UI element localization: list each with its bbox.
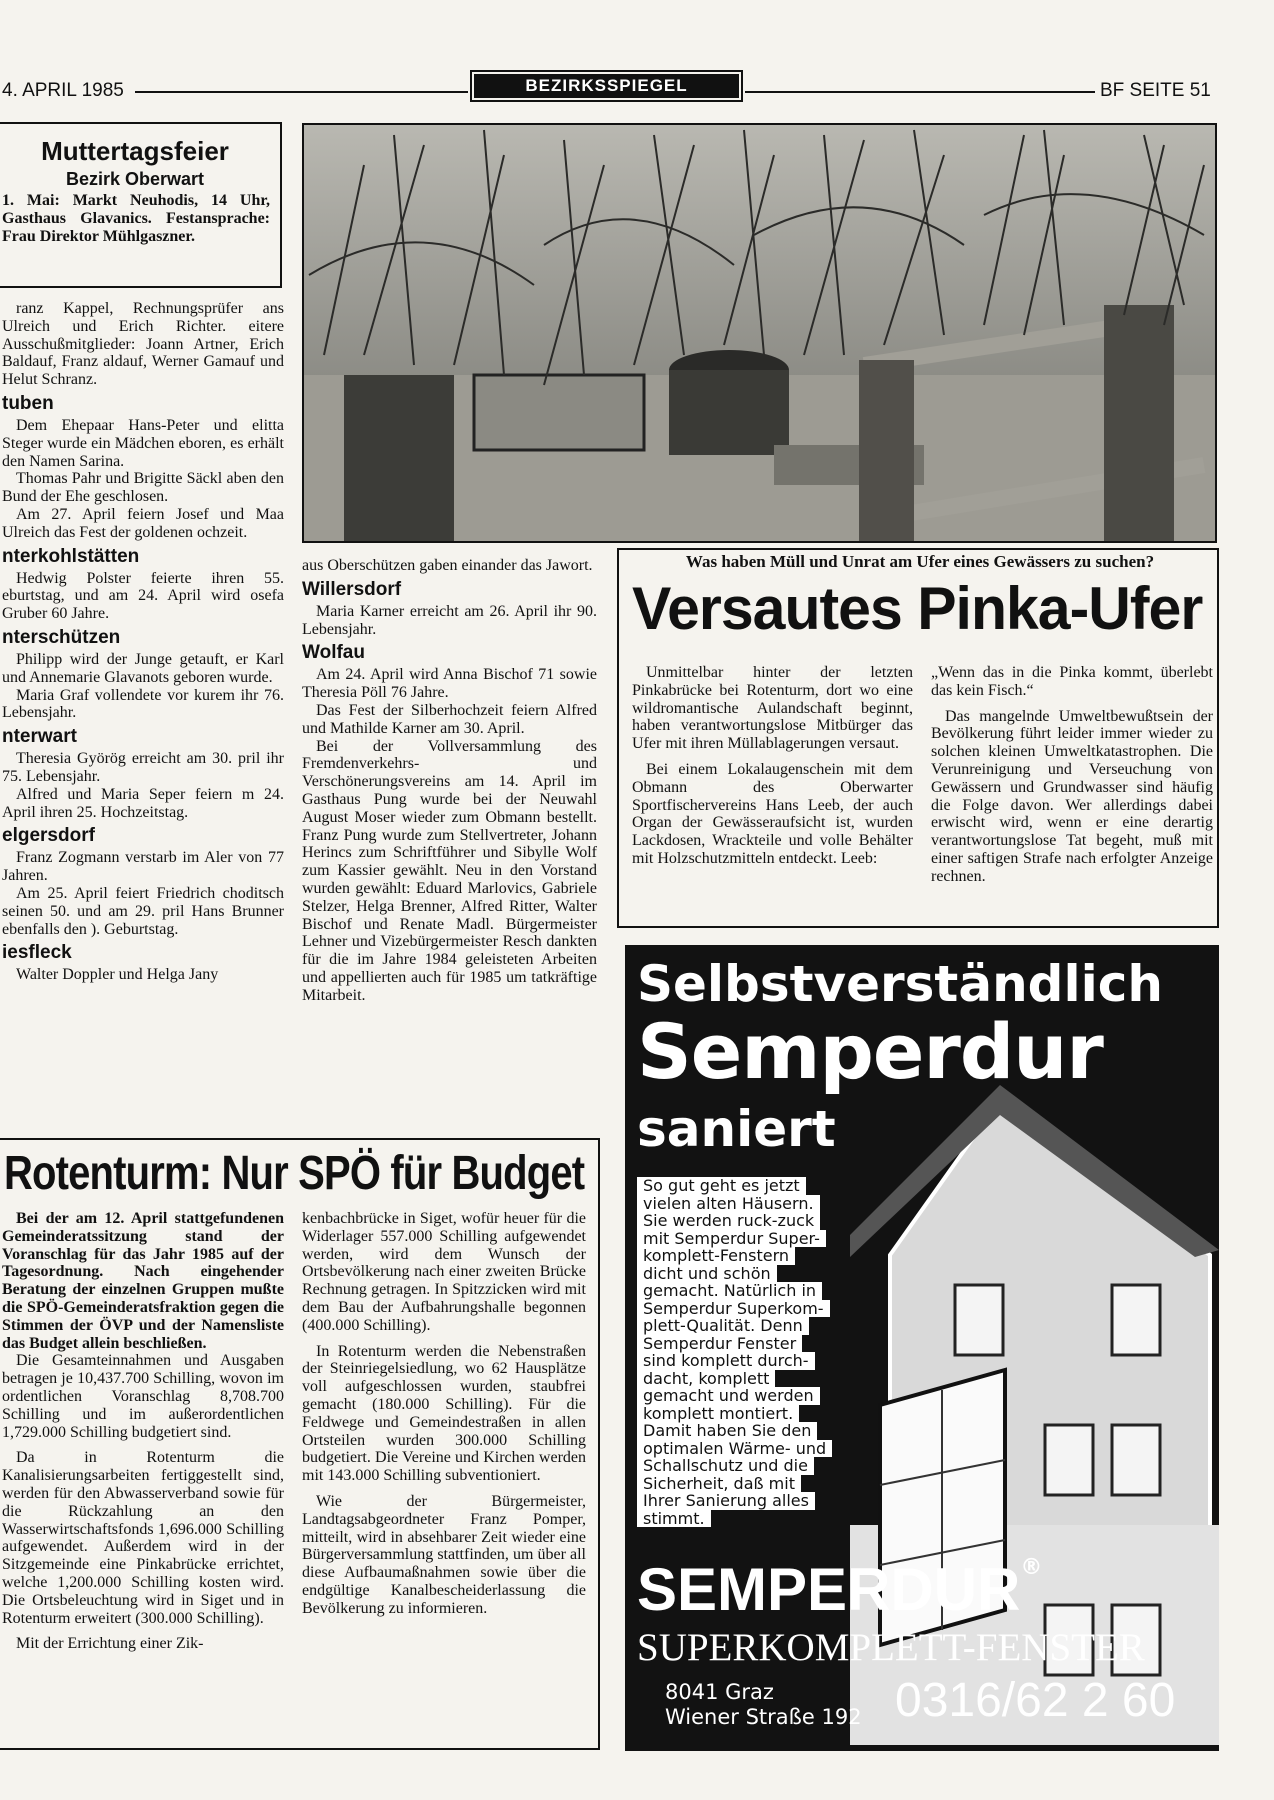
section-title: BEZIRKSSPIEGEL <box>474 74 739 98</box>
paragraph: Hedwig Polster feierte ihren 55. eburtstag, und am 24. April wird osefa Gruber 60 Jahre. <box>2 569 284 623</box>
budget-headline: Rotenturm: Nur SPÖ für Budget <box>4 1147 585 1200</box>
place-heading: iesfleck <box>2 942 72 964</box>
paragraph: Alfred und Maria Seper feiern m 24. April ihren 25. Hochzeitstag. <box>2 785 284 821</box>
paragraph: Wie der Bürgermeister, Landtagsabgeordneter Franz Pomper, mitteilt, wird in absehbarer Zeit wieder eine Bürgerversammlung stattfinden, um über all diese Aufbaumaßnahmen sowie über die endgültige Kanalbescheiderlassung die Bevölkerung zu informieren. <box>302 1492 586 1617</box>
ad-body-line: gemacht und werden <box>637 1387 820 1405</box>
place-heading: elgersdorf <box>2 825 95 847</box>
paragraph: ranz Kappel, Rechnungsprüfer ans Ulreich und Erich Richter. eitere Ausschußmitglieder: Joann Artner, Erich Baldauf, Franz aldauf, Werner Gamauf und Helut Schranz. <box>2 300 284 389</box>
place-heading: tuben <box>2 392 54 414</box>
pinka-headline: Versautes Pinka-Ufer <box>632 575 1203 642</box>
ad-body-line: vielen alten Häusern. <box>637 1195 820 1213</box>
paragraph: Am 27. April feiern Josef und Maa Ulreich das Fest der goldenen ochzeit. <box>2 505 284 541</box>
paragraph: Philipp wird der Junge getauft, er Karl und Annemarie Glavanots geboren wurde. <box>2 650 284 686</box>
ad-body-line: komplett-Fenstern <box>637 1247 795 1265</box>
ad-body-line: sind komplett durch- <box>637 1352 815 1370</box>
ad-body-line: Sicherheit, daß mit <box>637 1475 801 1493</box>
ad-body-line: mit Semperdur Super- <box>637 1230 826 1248</box>
pinka-kicker: Was haben Müll und Unrat am Ufer eines Gewässers zu suchen? <box>685 552 1155 571</box>
place-heading: Willersdorf <box>302 578 402 600</box>
budget-column-2 <box>302 1210 586 1618</box>
paragraph: Dem Ehepaar Hans-Peter und elitta Steger wurde ein Mädchen eboren, es erhält den Namen Sarina. <box>2 416 284 470</box>
ad-body-line: optimalen Wärme- und <box>637 1440 832 1458</box>
pinka-column-2 <box>931 664 1213 886</box>
paragraph: Theresia Györög erreicht am 30. pril ihr 75. Lebensjahr. <box>2 750 284 785</box>
header-rule-left <box>135 91 468 93</box>
header-page: BF SEITE 51 <box>1100 80 1211 101</box>
semperdur-advertisement <box>625 945 1219 1751</box>
ad-body-line: Sie werden ruck-zuck <box>637 1212 820 1230</box>
paragraph: Thomas Pahr und Brigitte Säckl aben den Bund der Ehe geschlosen. <box>2 470 284 506</box>
paragraph: Da in Rotenturm die Kanalisierungsarbeiten fertiggestellt sind, werden für den Abwasserverband sowie für die Rückzahlung an den Wasserwirtschaftsfonds 1,696.000 Schilling aufgewendet. Außerdem wird in der Sitzgemeinde eine Pinkabrücke errichtet, welche 1,200.000 Schilling kosten wird. Die Ortsbeleuchtung wird in Siget und in Rotenturm erweitert (300.000 Schilling). <box>2 1449 284 1627</box>
ad-body-line: stimmt. <box>637 1510 711 1528</box>
paragraph: „Wenn das in die Pinka kommt, überlebt das kein Fisch.“ <box>931 664 1213 699</box>
ad-address-street: Wiener Straße 192 <box>665 1705 862 1729</box>
ad-brand <box>637 1555 1042 1624</box>
header-rule-right <box>745 91 1095 93</box>
ad-body-text <box>637 1177 832 1527</box>
paragraph: Franz Zogmann verstarb im Aler von 77 Jahren. <box>2 849 284 885</box>
ad-body-line: Semperdur Fenster <box>637 1335 802 1353</box>
place-heading: nterkohlstätten <box>2 545 140 567</box>
place-heading: nterschützen <box>2 626 121 648</box>
ad-body-line: Schallschutz und die <box>637 1457 814 1475</box>
pinka-column-1 <box>632 664 913 868</box>
place-heading: Wolfau <box>302 642 365 664</box>
section-banner <box>470 70 743 102</box>
ad-body-line: plett-Qualität. Denn <box>637 1317 809 1335</box>
paragraph: Am 24. April wird Anna Bischof 71 sowie Theresia Pöll 76 Jahre. <box>302 666 597 702</box>
budget-column-1 <box>2 1210 284 1653</box>
paragraph: Bei einem Lokalaugenschein mit dem Obmann des Oberwarter Sportfischervereins Hans Leeb, der auch Organ der Gewässeraufsicht ist, wurden Lackdosen, Wrackteile und volle Behälter mit Holzschutzmitteln entdeckt. Leeb: <box>632 760 913 867</box>
ad-brand-name: SEMPERDUR <box>637 1556 1021 1623</box>
ad-body-line: Ihrer Sanierung alles <box>637 1492 815 1510</box>
ad-body-line: gemacht. Natürlich in <box>637 1282 822 1300</box>
paragraph: Das Fest der Silberhochzeit feiern Alfred und Mathilde Karner am 30. April. <box>302 701 597 737</box>
place-heading: nterwart <box>2 726 77 748</box>
ad-body-line: So gut geht es jetzt <box>637 1177 806 1195</box>
paragraph: Maria Karner erreicht am 26. April ihr 90. Lebensjahr. <box>302 602 597 638</box>
muttertag-subtitle: Bezirk Oberwart <box>65 169 205 189</box>
muttertag-text: 1. Mai: Markt Neuhodis, 14 Uhr, Gasthaus Glavanics. Festansprache: Frau Direktor Mühlgaszner. <box>2 192 270 245</box>
litter-photo-svg <box>304 125 1217 543</box>
paragraph: Unmittelbar hinter der letzten Pinkabrücke bei Rotenturm, dort wo eine wildromantische Aulandschaft beginnt, haben verantwortungslose Mitbürger das Ufer mit ihren Müllablagerungen versaut. <box>632 664 913 753</box>
paragraph: Das mangelnde Umweltbewußtsein der Bevölkerung führt leider immer wieder zu solchen kleinen Umweltkatastrophen. Die Verunreinigung und Verseuchung von Gewässern und Grundwasser sind häufig die Folge davon. Wer allerdings dabei erwischt wird, wenn er eine derartig verantwortungslose Tat begeht, muß mit einer saftigen Strafe nach erfolgter Anzeige rechnen. <box>931 707 1213 885</box>
paragraph: Am 25. April feiert Friedrich choditsch seinen 50. und am 29. pril Hans Brunner ebenfalls den ). Geburtstag. <box>2 884 284 938</box>
ad-body-line: dicht und schön <box>637 1265 777 1283</box>
river-bank-photo <box>302 123 1217 543</box>
ad-headline-3: saniert <box>637 1100 836 1158</box>
ad-registered-mark: ® <box>1020 1555 1043 1580</box>
muttertag-title: Muttertagsfeier <box>41 136 229 166</box>
paragraph: Bei der Vollversammlung des Fremdenverkehrs- und Verschönerungsvereins am 14. April im Gasthaus Pung wurde bei der Neuwahl August Moser wieder zum Obmann bestellt. Franz Pung wurde zum Stellvertreter, Johann Herincs zum Schriftführer und Sibylle Wolf zum Kassier gewählt. Neu in den Vorstand wurden gewählt: Eduard Marlovics, Gabriele Stelzer, Helga Brenner, Alfred Ritter, Walter Bischof und Renate Madl. Bürgermeister Lehner und Vizebürgermeister Resch dankten für die im Jahre 1984 geleisteten Arbeiten und appellierten auch für 1985 um tatkräftige Mitarbeit. <box>302 737 597 1004</box>
ad-headline-1: Selbstverständlich <box>637 955 1163 1013</box>
paragraph: Walter Doppler und Helga Jany <box>16 966 219 984</box>
paragraph: Maria Graf vollendete vor kurem ihr 76. Lebensjahr. <box>2 686 284 722</box>
ad-body-line: komplett montiert. <box>637 1405 799 1423</box>
middle-column <box>302 557 597 1127</box>
paragraph: In Rotenturm werden die Nebenstraßen der Steinriegelsiedlung, wo 62 Hausplätze voll aufgeschlossen wurden, staubfrei gemacht (180.000 Schilling). Für die Feldwege und Gemeindestraßen in allen Ortsteilen wurden 300.000 Schilling budgetiert. Die Vereine und Kirchen werden mit 143.000 Schilling subventioniert. <box>302 1342 586 1485</box>
ad-body-line: Semperdur Superkom- <box>637 1300 830 1318</box>
muttertag-box <box>0 122 282 288</box>
ad-phone: 0316/62 2 60 <box>895 1674 1176 1727</box>
ad-body-line: dacht, komplett <box>637 1370 775 1388</box>
paragraph: Die Gesamteinnahmen und Ausgaben betragen je 10,437.700 Schilling, wovon im ordentlichen Voranschlag 8,708.700 Schilling und im außerordentlichen 1,729.000 Schilling budgetiert sind. <box>2 1352 284 1441</box>
budget-lead: Bei der am 12. April stattgefundenen Gemeinderatssitzung stand der Voranschlag für das Jahr 1985 auf der Tagesordnung. Nach eingehender Beratung der einzelnen Gruppen mußte die SPÖ-Gemeinderatsfraktion gegen die Stimmen der ÖVP und der Namensliste das Budget allein beschließen. <box>2 1210 284 1352</box>
ad-headline-2: Semperdur <box>637 1007 1103 1096</box>
ad-body-line: Damit haben Sie den <box>637 1422 817 1440</box>
header-date: 4. APRIL 1985 <box>2 80 124 101</box>
left-column <box>2 300 284 1130</box>
paragraph: Mit der Errichtung einer Zik- <box>16 1635 204 1653</box>
ad-product: SUPERKOMPLETT-FENSTER <box>637 1626 1145 1669</box>
paragraph: kenbachbrücke in Siget, wofür heuer für die Widerlager 557.000 Schilling aufgewendet werden, wird dem Wunsch der Ortsbevölkerung nach einer zweiten Brücke Rechnung getragen. In Spitzzicken wird mit dem Bau der Aufbahrungshalle begonnen (400.000 Schilling). <box>302 1210 586 1334</box>
paragraph: aus Oberschützen gaben einander das Jawort. <box>302 557 593 574</box>
ad-address-city: 8041 Graz <box>665 1680 774 1704</box>
